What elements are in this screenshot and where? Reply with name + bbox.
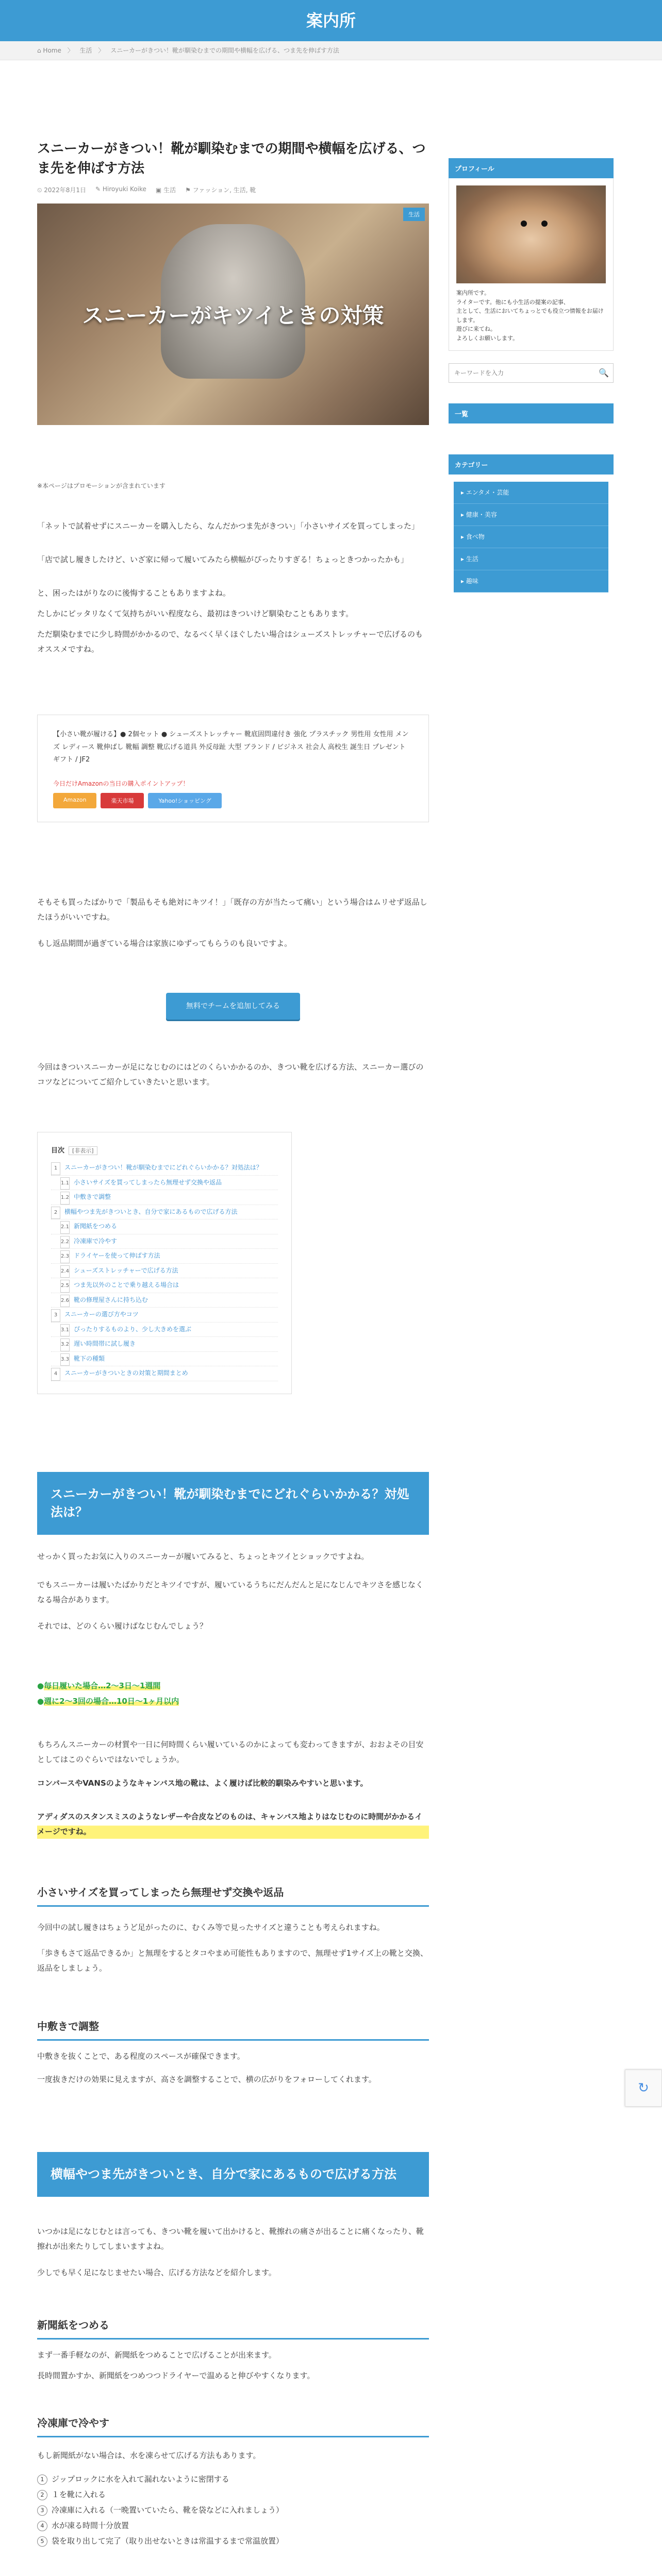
toc-item-number: 1.2 [60,1192,70,1205]
toc-toggle[interactable]: [非表示] [69,1146,97,1155]
post-date: ⏲ 2022年8月1日 [37,187,86,194]
main-content [37,140,429,425]
toc-item-link[interactable]: 横幅やつま先がきついとき、自分で家にあるもので広げる方法 [64,1208,238,1215]
toc-item-link[interactable]: 冷凍庫で冷やす [74,1237,118,1245]
subsection-heading: 新聞紙をつめる [37,2317,429,2340]
category-label: 趣味 [466,577,478,585]
toc-list [51,1161,278,1381]
toc-item-link[interactable]: スニーカーがきついときの対策と期間まとめ [64,1369,188,1377]
coupon-text[interactable]: Amazonの当日の購入ポイントアップ！ [78,780,189,788]
toc-item-link[interactable]: ドライヤーを使って伸ばす方法 [74,1252,160,1259]
eyecatch-caption: スニーカーがキツイときの対策 [82,303,384,329]
cta-wrap [37,993,429,1020]
product-title[interactable]: 【小さい靴が履ける】● 2個セット ● シューズストレッチャー 靴底固問違付き 強化 プラスチック 男性用 女性用 メンズ レディース 靴伸ばし 靴幅 調整 靴広げる道具 外反母趾 大型 ブランド / ビジネス 社会人 高校生 誕生日 プレゼント ギフト / JF2 [53,731,409,764]
toc-item-number: 2.4 [60,1265,70,1278]
section-paragraph: せっかく買ったお気に入りのスニーカーが履いてみると、ちょっとキツイとショックですよね。 [37,1552,369,1561]
step-item [37,2502,429,2518]
chevron-right-icon: ▸ [461,533,466,540]
step-item [37,2487,429,2502]
site-header [0,0,662,41]
toc-item-link[interactable]: ぴったりするものより、少し大きめを選ぶ [74,1325,192,1333]
toc-item-link[interactable]: スニーカーの選び方やコツ [64,1311,139,1318]
toc-item-link[interactable]: 靴の修理屋さんに持ち込む [74,1296,148,1303]
step-item [37,2533,429,2549]
toc-item-number: 1.1 [60,1177,70,1190]
list-heading: 一覧 [449,403,614,423]
toc-item-number: 3.2 [60,1338,70,1351]
step-text: ジップロックに水を入れて漏れないように密閉する [52,2475,229,2484]
eyecatch-category-badge[interactable]: 生活 [403,208,425,221]
toc-item[interactable] [51,1205,278,1220]
step-number: 5 [37,2536,47,2547]
step-number: 4 [37,2521,47,2531]
step-item [37,2471,429,2487]
toc-item[interactable] [51,1337,278,1352]
after-box-paragraph: もし返品期間が過ぎている場合は家族にゆずってもらうのも良いですよ。 [37,939,292,948]
toc-item-link[interactable]: 小さいサイズを買ってしまったら無理せず交換や返品 [74,1178,222,1186]
section-paragraph: コンバースやVANSのようなキャンバス地の靴は、よく履けば比較的馴染みやすいと思います。 [37,1778,368,1788]
chevron-right-icon: ▸ [461,488,466,496]
section-paragraph: 一度抜きだけの効果に見えますが、高さを調整することで、横の広がりをフォローしてくれます。 [37,2075,376,2084]
step-item [37,2518,429,2533]
chevron-right-icon: ▸ [461,511,466,518]
step-text: 袋を取り出して完了（取り出せないときは常温するまで常温放置） [52,2536,284,2546]
toc-item[interactable] [51,1308,278,1323]
toc-item-number: 3 [51,1309,60,1322]
toc-header [51,1145,278,1155]
post-tags[interactable]: ⚑ ファッション, 生活, 靴 [185,187,256,194]
avatar-eye [521,221,527,227]
category-label: 健康・美容 [466,511,497,518]
toc-item-number: 2.3 [60,1250,70,1263]
section-paragraph: もちろんスニーカーの材質や一日に何時間くらい履いているのかによっても変わってきますが、おおよその目安としてはこのぐらいではないでしょうか。 [37,1740,424,1764]
category-label: エンタメ・芸能 [466,488,509,496]
table-of-contents [37,1132,292,1394]
step-text: 水が凍る時間十分放置 [52,2521,129,2530]
section-paragraph: 長時間置かすか、新聞紙をつめつつドライヤーで温めると伸びやすくなります。 [37,2371,315,2380]
toc-item[interactable] [51,1176,278,1191]
toc-item-link[interactable]: 靴下の種類 [74,1354,105,1362]
recaptcha-badge[interactable]: ↻ [625,2070,662,2107]
category-label: 食べ物 [466,533,485,540]
section-paragraph: 中敷きを抜くことで、ある程度のスペースが確保できます。 [37,2052,245,2061]
toc-item[interactable] [51,1234,278,1249]
section-heading: 横幅やつま先がきついとき、自分で家にあるもので広げる方法 [37,2152,429,2197]
cta-button[interactable]: 無料でチームを追加してみる [166,993,300,1020]
list-item-text: 毎日履いた場合…2〜3日〜1週間 [44,1681,161,1690]
subsection-heading: 小さいサイズを買ってしまったら無理せず交換や返品 [37,1884,429,1907]
post-meta [37,185,429,194]
category-heading: カテゴリー [449,454,614,474]
toc-item-link[interactable]: シューズストレッチャーで広げる方法 [74,1266,178,1274]
category-item[interactable] [454,526,608,548]
yahoo-button[interactable]: Yahoo!ショッピング [148,793,221,808]
list-item: ●毎日履いた場合…2〜3日〜1週間 [37,1681,161,1690]
section-heading: スニーカーがきつい！靴が馴染むまでにどれぐらいかかる？対処法は？ [37,1472,429,1535]
intro-paragraph: たしかにピッタリなくて気持ちがいい程度なら、最初はきついけど馴染むこともあります。 [37,609,354,618]
sidebar [449,158,614,592]
toc-item[interactable] [51,1161,278,1176]
breadcrumb-current: スニーカーがきつい！靴が馴染むまでの期間や横幅を広げる、つま先を伸ばす方法 [110,47,339,54]
freeze-steps [37,2471,429,2549]
toc-item-number: 2.1 [60,1221,70,1234]
search-input[interactable] [449,364,594,382]
category-item[interactable] [454,548,608,570]
toc-item[interactable] [51,1190,278,1205]
chevron-right-icon: ▸ [461,577,466,585]
breadcrumb-separator: 〉 [98,47,105,54]
toc-item[interactable] [51,1352,278,1367]
step-number: 3 [37,2505,47,2516]
category-text: 生活 [163,187,176,194]
chevron-right-icon: ▸ [461,555,466,563]
section-paragraph: でもスニーカーは履いたばかりだとキツイですが、履いているうちにだんだんと足になじんでキツさを感じなくなる場合があります。 [37,1580,423,1604]
intro-paragraph: 「店で試し履きしたけど、いざ家に帰って履いてみたら横幅がぴったりすぎる！ちょっときつかったかも」 [37,555,409,564]
duration-list [37,1678,429,1709]
toc-title: 目次 [51,1147,65,1155]
toc-item-number: 1 [51,1162,60,1175]
product-box [37,715,429,822]
toc-item[interactable] [51,1323,278,1337]
avatar [456,185,606,283]
section-paragraph: 今回中の試し履きはちょうど足がったのに、むくみ等で見ったサイズと違うことも考えられますね。 [37,1923,385,1932]
toc-item-link[interactable]: つま先以外のことで乗り越える場合は [74,1281,179,1289]
intro-paragraph: ただ馴染むまでに少し時間がかかるので、なるべく早くほぐしたい場合はシューズストレッチャーで広げるのもオススメですね。 [37,630,423,654]
toc-item-link[interactable]: 遅い時間帯に試し履き [74,1340,136,1347]
toc-item[interactable] [51,1264,278,1279]
intro-paragraph: と、困ったはがりなのに後悔することもありますよね。 [37,588,231,598]
breadcrumb-category[interactable]: 生活 [79,47,92,54]
profile-heading: プロフィール [449,158,614,178]
avatar-eye [541,221,548,227]
site-logo[interactable]: 案内所 [306,11,356,30]
step-number: 2 [37,2490,47,2500]
post-author[interactable]: ✎ Hiroyuki Koike [95,185,146,193]
toc-item-number: 2.5 [60,1280,70,1293]
promo-note: ※本ページはプロモーションが含まれています [37,482,166,489]
toc-item[interactable] [51,1278,278,1293]
search-icon[interactable]: 🔍 [599,368,609,378]
shop-buttons [53,793,413,808]
step-text: 冷凍庫に入れる（一晩置いていたら、靴を袋などに入れましょう） [52,2505,284,2515]
step-number: 1 [37,2475,47,2485]
section-paragraph: 「歩きもさて返品できるか」と無理をするとタコやまめ可能性もありますので、無理せず1サイズ上の靴と交換、返品をしましょう。 [37,1948,428,1973]
toc-item[interactable] [51,1249,278,1264]
category-item[interactable] [454,482,608,504]
amazon-button[interactable]: Amazon [53,793,96,808]
section-paragraph: 少しでも早く足になじませたい場合、広げる方法などを紹介します。 [37,2268,276,2277]
toc-item-number: 2.2 [60,1236,70,1249]
highlight-paragraph: アディダスのスタンスミスのようなレザーや合皮などのものは、キャンバス地よりはなじむのに時間がかかるイメージですね。 [37,1809,429,1839]
section-paragraph: いつかは足になじむとは言っても、きつい靴を履いて出かけると、靴擦れの痛さが出ることに痛くなったり、靴擦れが出来たりしてしまいますよね。 [37,2227,424,2251]
post-category[interactable]: ▣ 生活 [155,187,176,194]
list-item-text: 週に2〜3回の場合…10日〜1ヶ月以内 [44,1697,179,1706]
profile-widget [449,178,614,351]
profile-text: 案内所です。 ライターです。他にも小生活の提案の記事、 主として、生活においてちょっとでも役立つ情報をお届けします。 遊びに来てね。 よろしくお願いします。 [456,290,604,342]
subsection-heading: 中敷きで調整 [37,2018,429,2041]
page-title: スニーカーがきつい！靴が馴染むまでの期間や横幅を広げる、つま先を伸ばす方法 [37,141,426,176]
toc-item-number: 2.6 [60,1295,70,1308]
toc-item-link[interactable]: スニーカーがきつい！靴が馴染むまでにどれぐらいかかる？対処法は？ [64,1164,262,1171]
breadcrumb [0,41,662,60]
rakuten-button[interactable]: 楽天市場 [101,793,144,808]
eyecatch-image [37,204,429,425]
category-list [454,482,608,592]
section-paragraph: それでは、どのくらい履けばなじむんでしょう？ [37,1621,208,1631]
category-item[interactable] [454,504,608,526]
toc-item-number: 2 [51,1207,60,1219]
toc-item-number: 3.3 [60,1353,70,1366]
toc-item-link[interactable]: 新聞紙をつめる [74,1223,118,1230]
toc-item[interactable] [51,1366,278,1381]
subsection-heading: 冷凍庫で冷やす [37,2415,429,2437]
toc-item-link[interactable]: 中敷きで調整 [74,1193,111,1200]
toc-item-number: 3.1 [60,1324,70,1337]
list-item: ●週に2〜3回の場合…10日〜1ヶ月以内 [37,1697,179,1706]
lead-paragraph: 今回はきついスニーカーが足になじむのにはどのくらいかかるのか、きつい靴を広げる方法、スニーカー選びのコツなどについてご紹介していきたいと思います。 [37,1062,424,1087]
tags-text: ファッション, 生活, 靴 [192,187,256,194]
section-paragraph: もし新聞紙がない場合は、水を凍らせて広げる方法もあります。 [37,2451,261,2460]
breadcrumb-home[interactable]: ⌂ Home [37,47,61,54]
coupon-prefix: 今日だけ [53,780,78,788]
toc-item-number: 4 [51,1368,60,1381]
after-box-paragraph: そもそも買ったばかりで「製品もそも絶対にキツイ！」「既存の方が当たって痛い」という場合はムリせず返品したほうがいいですね。 [37,897,427,922]
breadcrumb-separator: 〉 [67,47,74,54]
section-paragraph: まず一番手軽なのが、新聞紙をつめることで広げることが出来ます。 [37,2350,276,2360]
toc-item[interactable] [51,1219,278,1234]
date-text: 2022年8月1日 [44,187,86,194]
search-box [449,363,614,383]
category-label: 生活 [466,555,478,563]
category-item[interactable] [454,570,608,592]
intro-paragraph: 「ネットで試着せずにスニーカーを購入したら、なんだかつま先がきつい」「小さいサイズを買ってしまった」 [37,521,420,531]
author-text: Hiroyuki Koike [102,185,146,193]
step-text: １を靴に入れる [52,2490,106,2499]
toc-item[interactable] [51,1293,278,1308]
